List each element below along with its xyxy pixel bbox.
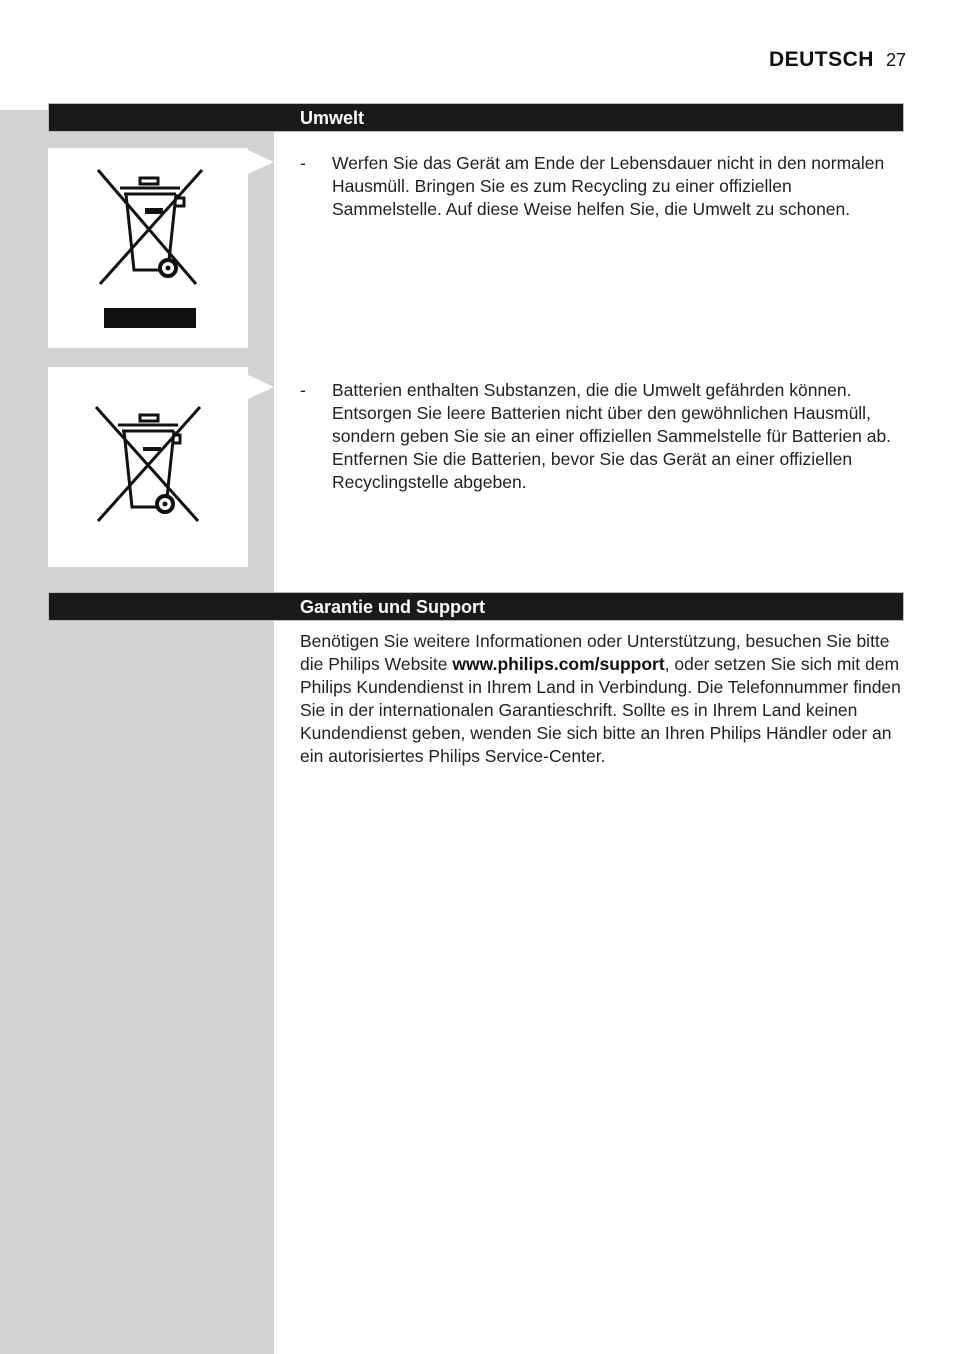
crossed-out-battery-bin-icon (48, 367, 248, 567)
bullet-item (300, 379, 904, 494)
support-paragraph (300, 630, 904, 768)
section-title: Umwelt (300, 108, 365, 128)
crossed-out-wheelie-bin-icon (48, 148, 248, 348)
page-number: 27 (885, 50, 906, 70)
support-text-after: , oder setzen Sie sich mit dem Philips Kundendienst in Ihrem Land in Verbindung. Die Telefonnummer finden Sie in der internationalen Garantieschrift. Sollte es in Ihrem Land keinen Kundendienst geben, wenden Sie sich bitte an Ihren Philips Händler oder an ein autorisiertes Philips Service-Center. (300, 654, 901, 766)
bullet-text: Werfen Sie das Gerät am Ende der Lebensdauer nicht in den normalen Hausmüll. Bringen Sie es zum Recycling zu einer offiziellen Sammelstelle. Auf diese Weise helfen Sie, die Umwelt zu schonen. (332, 153, 885, 219)
support-website-link[interactable]: www.philips.com/support (452, 654, 665, 674)
pointer-arrow (248, 375, 274, 399)
bullet-text: Batterien enthalten Substanzen, die die Umwelt gefährden können. Entsorgen Sie leere Batterien nicht über den gewöhnlichen Hausmüll, sondern geben Sie sie an einer offiziellen Sammelstelle für Batterien ab. Entfernen Sie die Batterien, bevor Sie das Gerät an einer offiziellen Recyclingstelle abgeben. (332, 380, 892, 492)
page-header (769, 48, 906, 72)
language-label: DEUTSCH (768, 48, 874, 71)
bullet-item (300, 152, 904, 221)
weee-symbol-box (48, 148, 248, 348)
section-title: Garantie und Support (300, 597, 486, 617)
pointer-arrow (248, 150, 274, 174)
support-text-before: Benötigen Sie weitere Informationen oder Unterstützung, besuchen Sie bitte die Philips Website (300, 631, 890, 674)
battery-symbol-box (48, 367, 248, 567)
section-header-garantie (48, 592, 904, 621)
section-header-umwelt (48, 103, 904, 132)
bullet-dash: - (300, 153, 306, 173)
bullet-dash: - (300, 380, 306, 400)
